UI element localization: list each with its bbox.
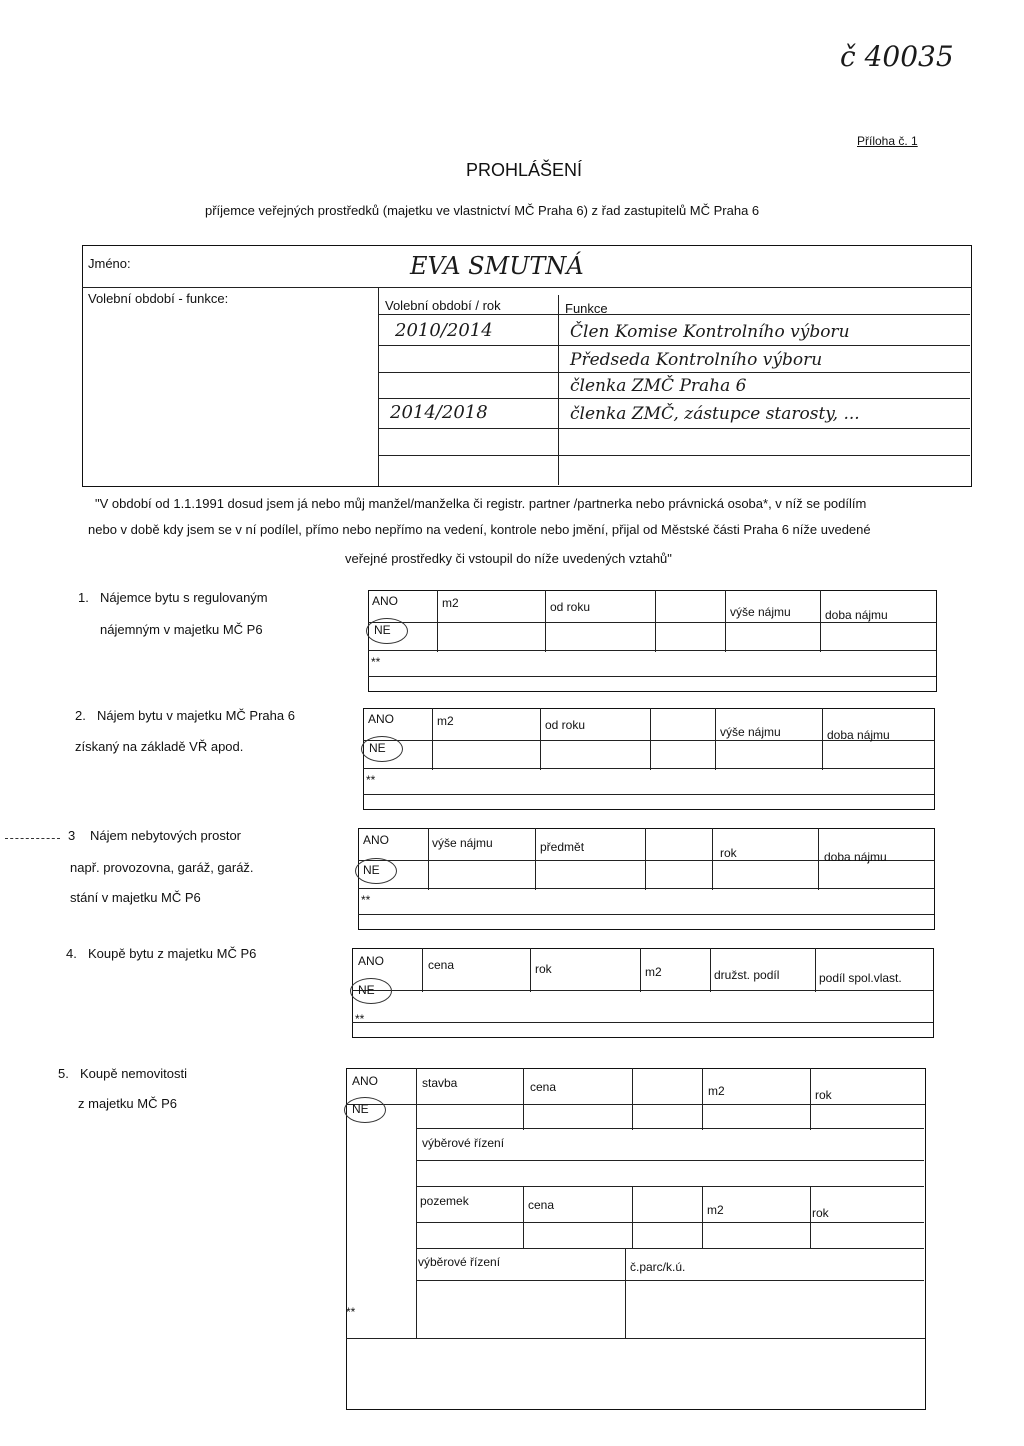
column-header: cena [528, 1198, 555, 1212]
ne-option[interactable]: NE [352, 1102, 369, 1116]
footnote-mark: ** [366, 773, 376, 787]
section-title: Nájem nebytových prostor [90, 828, 242, 843]
ano-option[interactable]: ANO [368, 712, 395, 726]
section-title: Nájemce bytu s regulovaným [100, 590, 268, 605]
section-title: Koupě bytu z majetku MČ P6 [88, 946, 257, 961]
ano-option[interactable]: ANO [372, 594, 399, 608]
section-box [346, 1068, 926, 1410]
period-column-header: Volební období / rok [385, 298, 501, 313]
section-number: 5. [58, 1066, 69, 1081]
ne-option[interactable]: NE [374, 623, 391, 637]
footnote-mark: ** [371, 655, 381, 669]
tender-label: výběrové řízení [418, 1255, 501, 1269]
column-header: m2 [707, 1203, 724, 1217]
section-number: 3 [68, 828, 76, 843]
column-header: cena [428, 958, 455, 972]
section-title: nájemným v majetku MČ P6 [100, 622, 263, 637]
statement-line: "V období od 1.1.1991 dosud jsem já nebo můj manžel/manželka či registr. partner /partnerka nebo právnická osoba*, v níž se podílím [95, 496, 867, 511]
section-title: Koupě nemovitosti [80, 1066, 187, 1081]
column-header: pozemek [420, 1194, 469, 1208]
column-header: m2 [708, 1084, 725, 1098]
page-title: PROHLÁŠENÍ [466, 160, 583, 180]
tender-label: výběrové řízení [422, 1136, 505, 1150]
column-header: doba nájmu [824, 850, 887, 864]
footnote-mark: ** [355, 1012, 365, 1026]
document-number: č 40035 [840, 40, 954, 73]
ano-option[interactable]: ANO [363, 833, 390, 847]
column-header: stavba [422, 1076, 458, 1090]
column-header: od roku [545, 718, 586, 732]
ne-option[interactable]: NE [369, 741, 386, 755]
period-value: 2014/2018 [390, 402, 488, 423]
function-value: Předseda Kontrolního výboru [570, 350, 823, 370]
column-header: rok [535, 962, 552, 976]
column-header: rok [720, 846, 737, 860]
ano-option[interactable]: ANO [358, 954, 385, 968]
column-header: m2 [437, 714, 454, 728]
section-title: získaný na základě VŘ apod. [75, 739, 244, 754]
period-value: 2010/2014 [395, 320, 493, 341]
section-title: stání v majetku MČ P6 [70, 890, 201, 905]
section-number: 2. [75, 708, 86, 723]
name-value: EVA SMUTNÁ [410, 252, 584, 280]
footnote-mark: ** [346, 1305, 356, 1319]
column-header: cena [530, 1080, 557, 1094]
parcel-label: č.parc/k.ú. [630, 1260, 686, 1274]
column-header: družst. podíl [714, 968, 780, 982]
column-header: doba nájmu [825, 608, 888, 622]
person-block [82, 245, 972, 487]
statement-line: veřejné prostředky či vstoupil do níže uvedených vztahů" [345, 551, 672, 566]
column-header: rok [815, 1088, 832, 1102]
column-header: výše nájmu [432, 836, 493, 850]
footnote-mark: ** [361, 893, 371, 907]
section-title: např. provozovna, garáž, garáž. [70, 860, 254, 875]
ne-option[interactable]: NE [363, 863, 380, 877]
name-label: Jméno: [88, 256, 131, 271]
column-header: m2 [442, 596, 459, 610]
section-title: z majetku MČ P6 [78, 1096, 177, 1111]
section-number: 1. [78, 590, 89, 605]
column-header: podíl spol.vlast. [819, 971, 902, 985]
section-title: Nájem bytu v majetku MČ Praha 6 [97, 708, 295, 723]
column-header: předmět [540, 840, 585, 854]
function-column-header: Funkce [565, 301, 608, 316]
column-header: výše nájmu [720, 725, 781, 739]
column-header: m2 [645, 965, 662, 979]
function-value: členka ZMČ, zástupce starosty, ... [570, 404, 860, 424]
ne-option[interactable]: NE [358, 983, 375, 997]
column-header: rok [812, 1206, 829, 1220]
column-header: doba nájmu [827, 728, 890, 742]
period-function-label: Volební období - funkce: [88, 291, 229, 306]
function-value: Člen Komise Kontrolního výboru [570, 322, 850, 342]
section-number: 4. [66, 946, 77, 961]
column-header: výše nájmu [730, 605, 791, 619]
function-value: členka ZMČ Praha 6 [570, 376, 747, 396]
page-subtitle: příjemce veřejných prostředků (majetku ve vlastnictví MČ Praha 6) z řad zastupitelů MČ Praha 6 [205, 203, 760, 218]
ano-option[interactable]: ANO [352, 1074, 379, 1088]
statement-line: nebo v době kdy jsem se v ní podílel, přímo nebo nepřímo na vedení, kontrole nebo jmění, přijal od Městské části Praha 6 níže uvedené [88, 522, 871, 537]
column-header: od roku [550, 600, 591, 614]
attachment-label: Příloha č. 1 [857, 134, 918, 148]
